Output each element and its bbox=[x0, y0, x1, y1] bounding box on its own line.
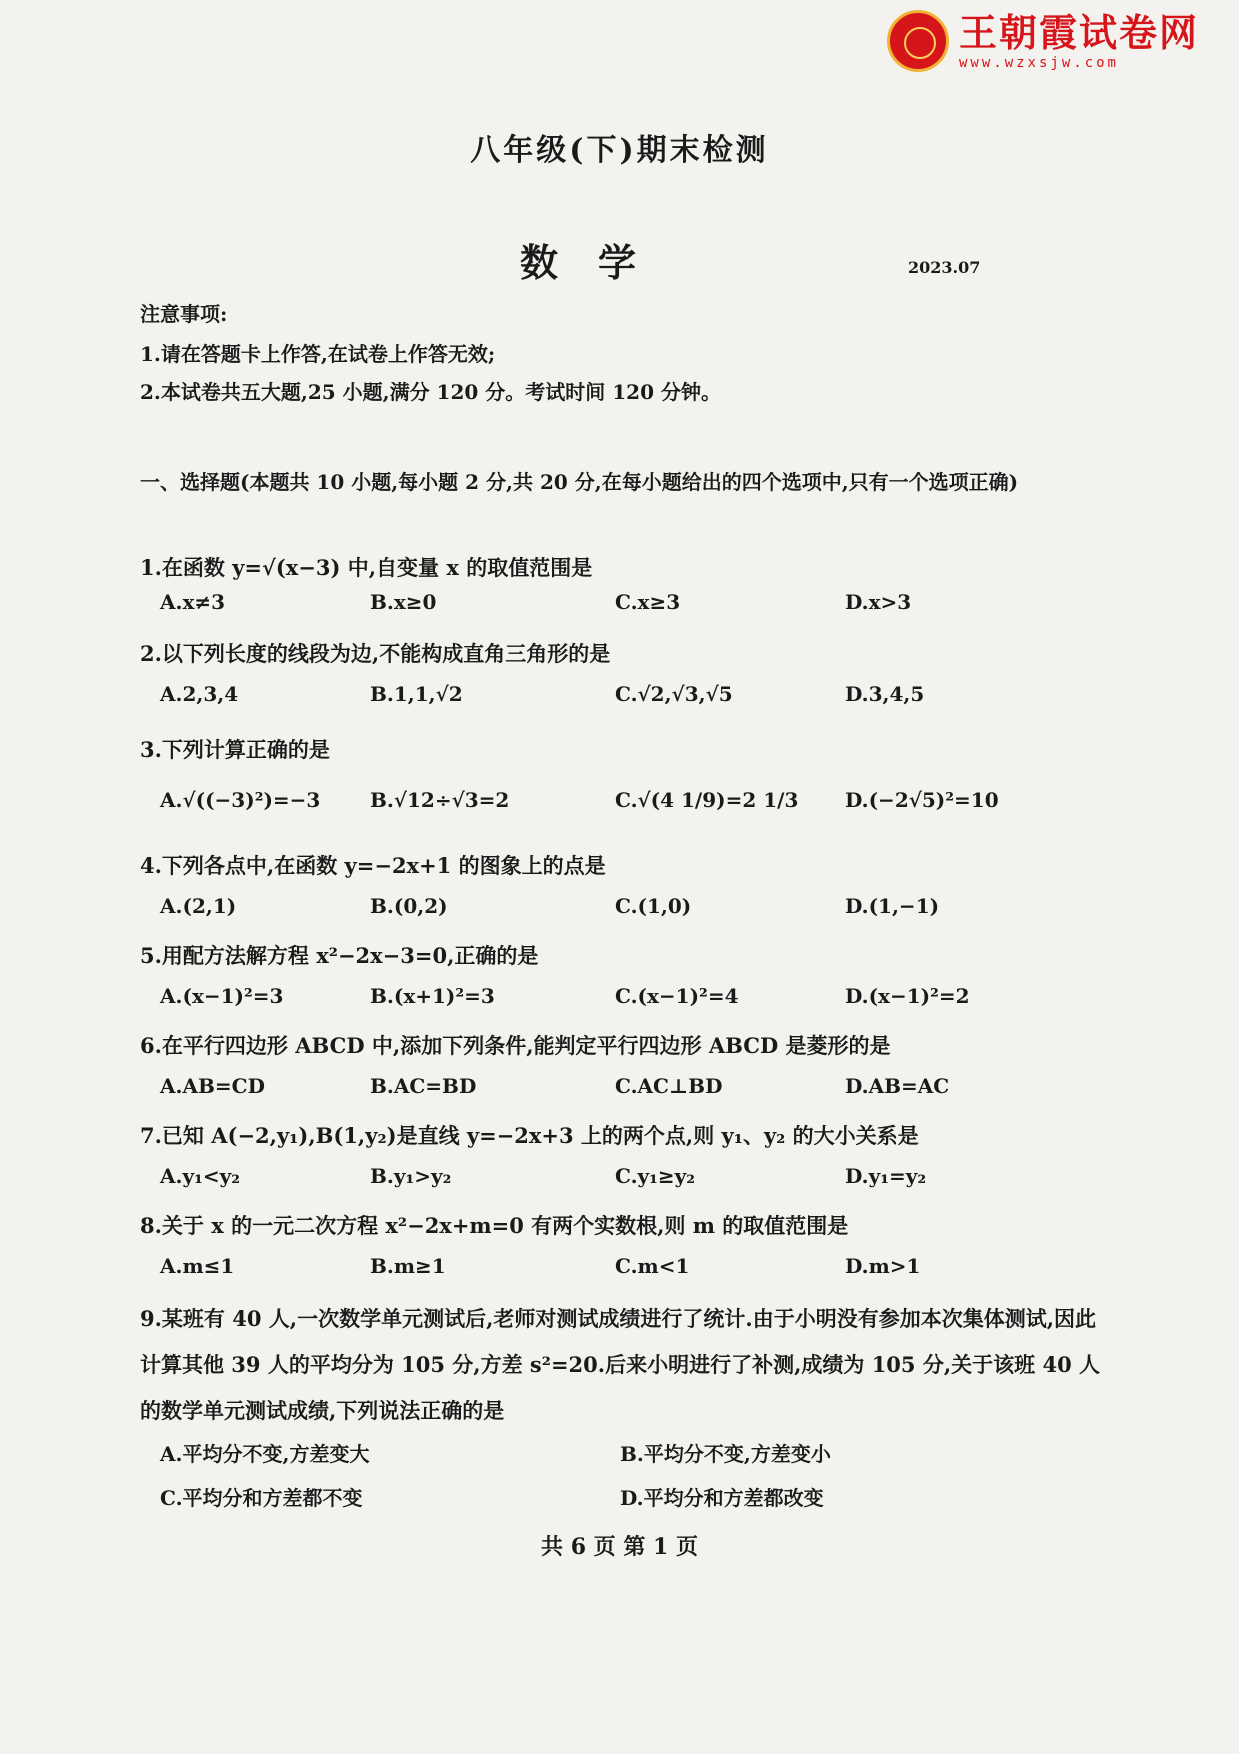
option-c: C.√(4 1/9)=2 1/3 bbox=[615, 788, 799, 812]
question-1-stem: 1.在函数 y=√(x−3) 中,自变量 x 的取值范围是 bbox=[140, 555, 593, 580]
brand-seal-icon bbox=[887, 10, 949, 72]
notice-heading: 注意事项: bbox=[140, 302, 228, 326]
option-d: D.平均分和方差都改变 bbox=[620, 1486, 824, 1510]
question-2-stem: 2.以下列长度的线段为边,不能构成直角三角形的是 bbox=[140, 641, 611, 666]
option-a: A.2,3,4 bbox=[160, 682, 239, 706]
question-6-options bbox=[160, 1074, 1100, 1104]
option-a: A.√((−3)²)=−3 bbox=[160, 788, 321, 812]
brand-watermark bbox=[887, 10, 1199, 72]
option-d: D.AB=AC bbox=[845, 1074, 950, 1098]
option-c: C.AC⊥BD bbox=[615, 1074, 723, 1098]
question-6-stem: 6.在平行四边形 ABCD 中,添加下列条件,能判定平行四边形 ABCD 是菱形的是 bbox=[140, 1033, 891, 1058]
question-3-options bbox=[160, 788, 1100, 818]
question-1-options bbox=[160, 590, 1100, 620]
option-c: C.(1,0) bbox=[615, 894, 692, 918]
option-a: A.m≤1 bbox=[160, 1254, 235, 1278]
option-c: C.平均分和方差都不变 bbox=[160, 1486, 363, 1510]
question-9-options bbox=[160, 1438, 1100, 1528]
question-8-options bbox=[160, 1254, 1100, 1284]
question-5-stem: 5.用配方法解方程 x²−2x−3=0,正确的是 bbox=[140, 943, 539, 968]
option-d: D.(x−1)²=2 bbox=[845, 984, 970, 1008]
option-b: B.1,1,√2 bbox=[370, 682, 463, 706]
question-3-stem: 3.下列计算正确的是 bbox=[140, 737, 330, 762]
option-d: D.m>1 bbox=[845, 1254, 921, 1278]
option-b: B.(0,2) bbox=[370, 894, 448, 918]
question-7-stem: 7.已知 A(−2,y₁),B(1,y₂)是直线 y=−2x+3 上的两个点,则 y₁、y₂ 的大小关系是 bbox=[140, 1123, 919, 1148]
question-4-stem: 4.下列各点中,在函数 y=−2x+1 的图象上的点是 bbox=[140, 853, 606, 878]
page-footer: 共 6 页 第 1 页 bbox=[541, 1534, 698, 1560]
option-d: D.3,4,5 bbox=[845, 682, 925, 706]
option-c: C.y₁≥y₂ bbox=[615, 1164, 696, 1188]
option-b: B.√12÷√3=2 bbox=[370, 788, 510, 812]
brand-url: www.wzxsjw.com bbox=[958, 55, 1119, 71]
option-a: A.(x−1)²=3 bbox=[160, 984, 284, 1008]
option-a: A.y₁<y₂ bbox=[160, 1164, 240, 1188]
brand-name: 王朝霞试卷网 bbox=[958, 11, 1199, 55]
option-a: A.(2,1) bbox=[160, 894, 237, 918]
section-heading: 一、选择题(本题共 10 小题,每小题 2 分,共 20 分,在每小题给出的四个选项中,只有一个选项正确) bbox=[140, 470, 1019, 494]
option-b: B.平均分不变,方差变小 bbox=[620, 1442, 831, 1466]
option-c: C.(x−1)²=4 bbox=[615, 984, 739, 1008]
option-b: B.x≥0 bbox=[370, 590, 437, 614]
option-c: C.x≥3 bbox=[615, 590, 681, 614]
option-c: C.m<1 bbox=[615, 1254, 690, 1278]
question-8-stem: 8.关于 x 的一元二次方程 x²−2x+m=0 有两个实数根,则 m 的取值范围是 bbox=[140, 1213, 849, 1238]
exam-date: 2023.07 bbox=[908, 258, 981, 277]
question-7-options bbox=[160, 1164, 1100, 1194]
option-b: B.AC=BD bbox=[370, 1074, 477, 1098]
option-d: D.y₁=y₂ bbox=[845, 1164, 927, 1188]
option-d: D.(1,−1) bbox=[845, 894, 940, 918]
option-b: B.(x+1)²=3 bbox=[370, 984, 495, 1008]
subject-title: 数学 bbox=[520, 240, 677, 285]
option-a: A.平均分不变,方差变大 bbox=[160, 1442, 370, 1466]
option-c: C.√2,√3,√5 bbox=[615, 682, 733, 706]
option-b: B.y₁>y₂ bbox=[370, 1164, 452, 1188]
notice-item: 2.本试卷共五大题,25 小题,满分 120 分。考试时间 120 分钟。 bbox=[140, 380, 721, 404]
exam-title: 八年级(下)期末检测 bbox=[470, 133, 769, 168]
option-b: B.m≥1 bbox=[370, 1254, 446, 1278]
question-5-options bbox=[160, 984, 1100, 1014]
option-d: D.x>3 bbox=[845, 590, 912, 614]
option-a: A.AB=CD bbox=[160, 1074, 265, 1098]
question-4-options bbox=[160, 894, 1100, 924]
question-9-stem: 9.某班有 40 人,一次数学单元测试后,老师对测试成绩进行了统计.由于小明没有参加本次集体测试,因此计算其他 39 人的平均分为 105 分,方差 s²=20.后来小明进行了补测,成绩为 105 分,关于该班 40 人的数学单元测试成绩,下列说法正确的是 bbox=[140, 1306, 1100, 1423]
brand-text bbox=[959, 11, 1199, 71]
question-2-options bbox=[160, 682, 1100, 712]
option-a: A.x≠3 bbox=[160, 590, 226, 614]
notice-item: 1.请在答题卡上作答,在试卷上作答无效; bbox=[140, 342, 496, 366]
option-d: D.(−2√5)²=10 bbox=[845, 788, 999, 812]
